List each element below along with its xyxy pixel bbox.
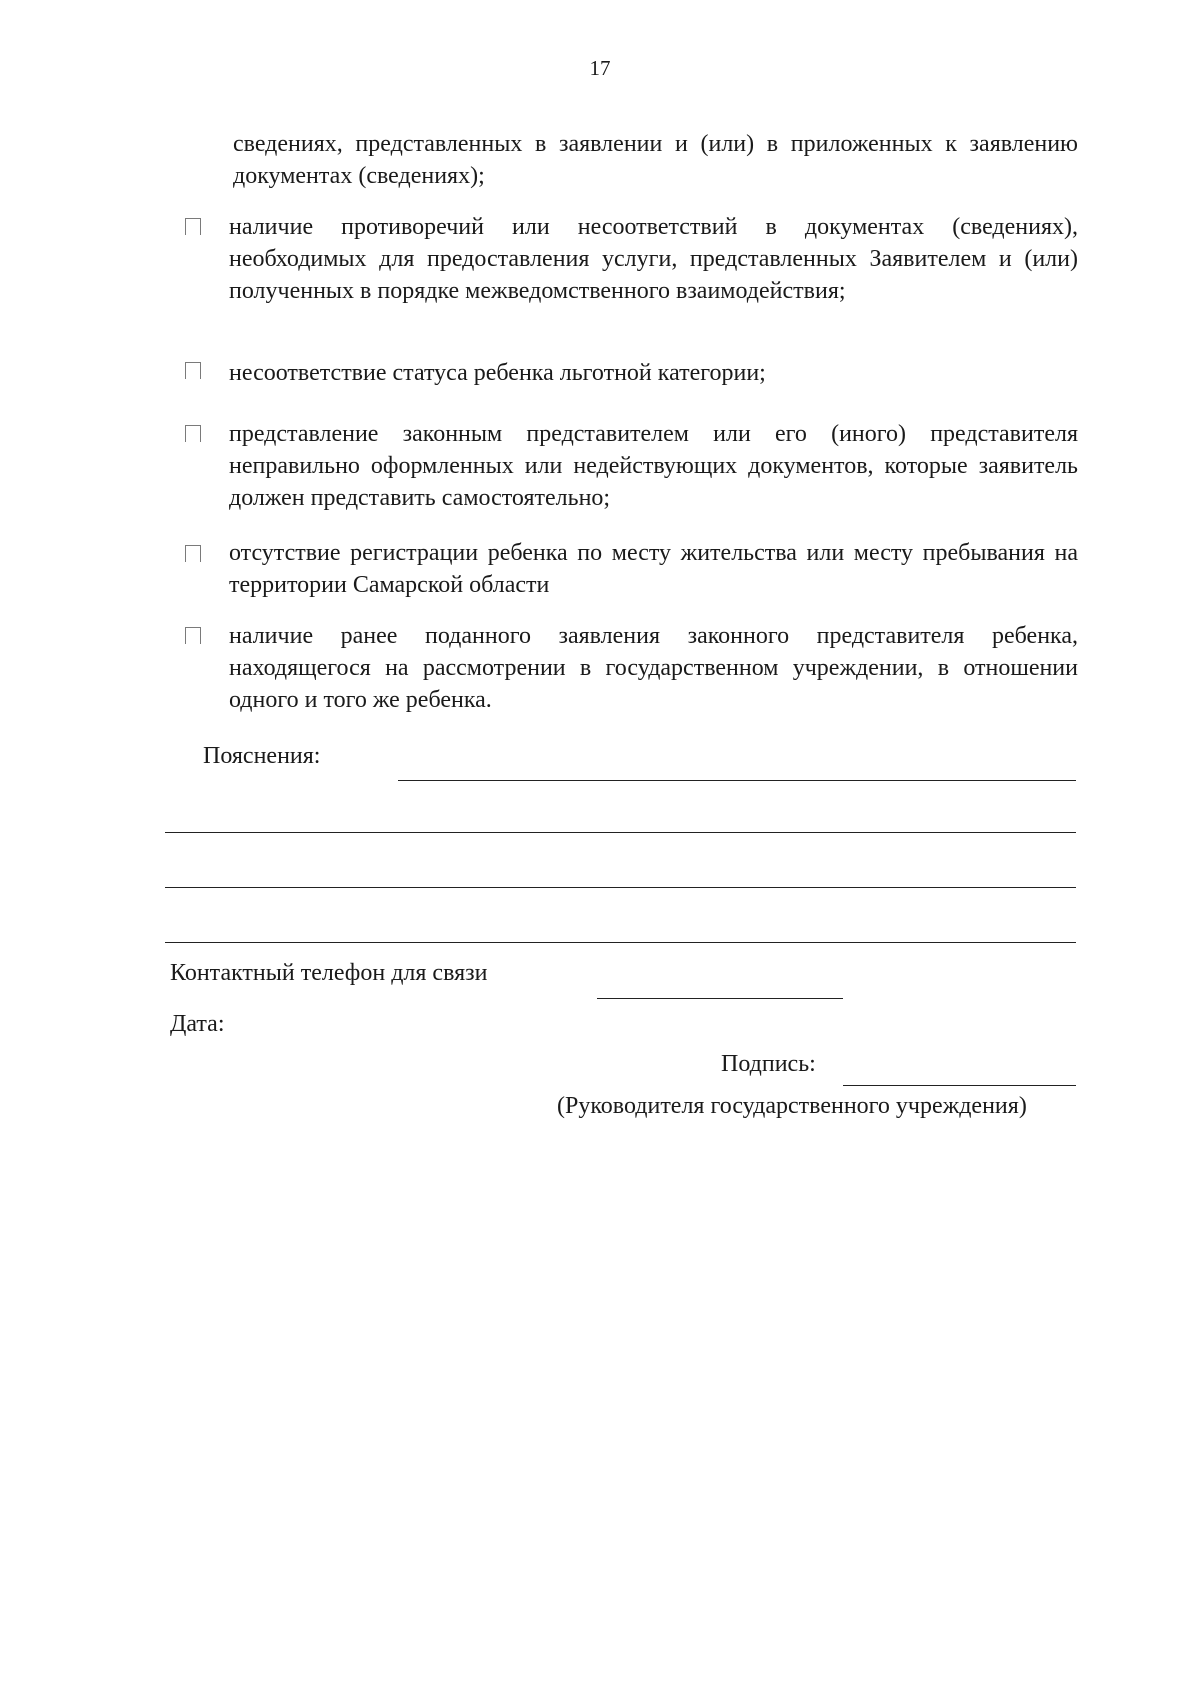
date-label: Дата:: [170, 1011, 225, 1037]
explanations-line-3[interactable]: [165, 887, 1076, 888]
ground-2-text: несоответствие статуса ребенка льготной категории;: [229, 360, 766, 386]
signature-caption: (Руководителя государственного учреждения): [557, 1093, 1027, 1119]
contact-phone-line[interactable]: [597, 998, 843, 999]
checkbox-ground-3[interactable]: [185, 425, 201, 442]
explanations-line-4[interactable]: [165, 942, 1076, 943]
ground-1-text: наличие противоречий или несоответствий в документах (сведениях), необходимых для предоставления услуги, представленных Заявителем и (или) полученных в порядке межведомственного взаимодействия;: [229, 214, 1078, 304]
signature-line[interactable]: [843, 1085, 1076, 1086]
checkbox-ground-1[interactable]: [185, 218, 201, 235]
signature-label: Подпись:: [721, 1051, 816, 1077]
checkbox-ground-4[interactable]: [185, 545, 201, 562]
page-number: 17: [589, 56, 611, 80]
ground-5-text: наличие ранее поданного заявления законного представителя ребенка, находящегося на рассмотрении в государственном учреждении, в отношении одного и того же ребенка.: [229, 623, 1078, 713]
checkbox-ground-5[interactable]: [185, 627, 201, 644]
explanations-line-1[interactable]: [398, 780, 1076, 781]
explanations-label: Пояснения:: [203, 743, 321, 769]
contact-phone-label: Контактный телефон для связи: [170, 960, 488, 986]
explanations-line-2[interactable]: [165, 832, 1076, 833]
ground-3-text: представление законным представителем или его (иного) представителя неправильно оформленных или недействующих документов, которые заявитель должен представить самостоятельно;: [229, 421, 1078, 511]
checkbox-ground-2[interactable]: [185, 362, 201, 379]
continuation-paragraph: сведениях, представленных в заявлении и (или) в приложенных к заявлению документах (сведениях);: [233, 131, 1078, 189]
ground-4-text: отсутствие регистрации ребенка по месту жительства или месту пребывания на территории Самарской области: [229, 540, 1078, 598]
